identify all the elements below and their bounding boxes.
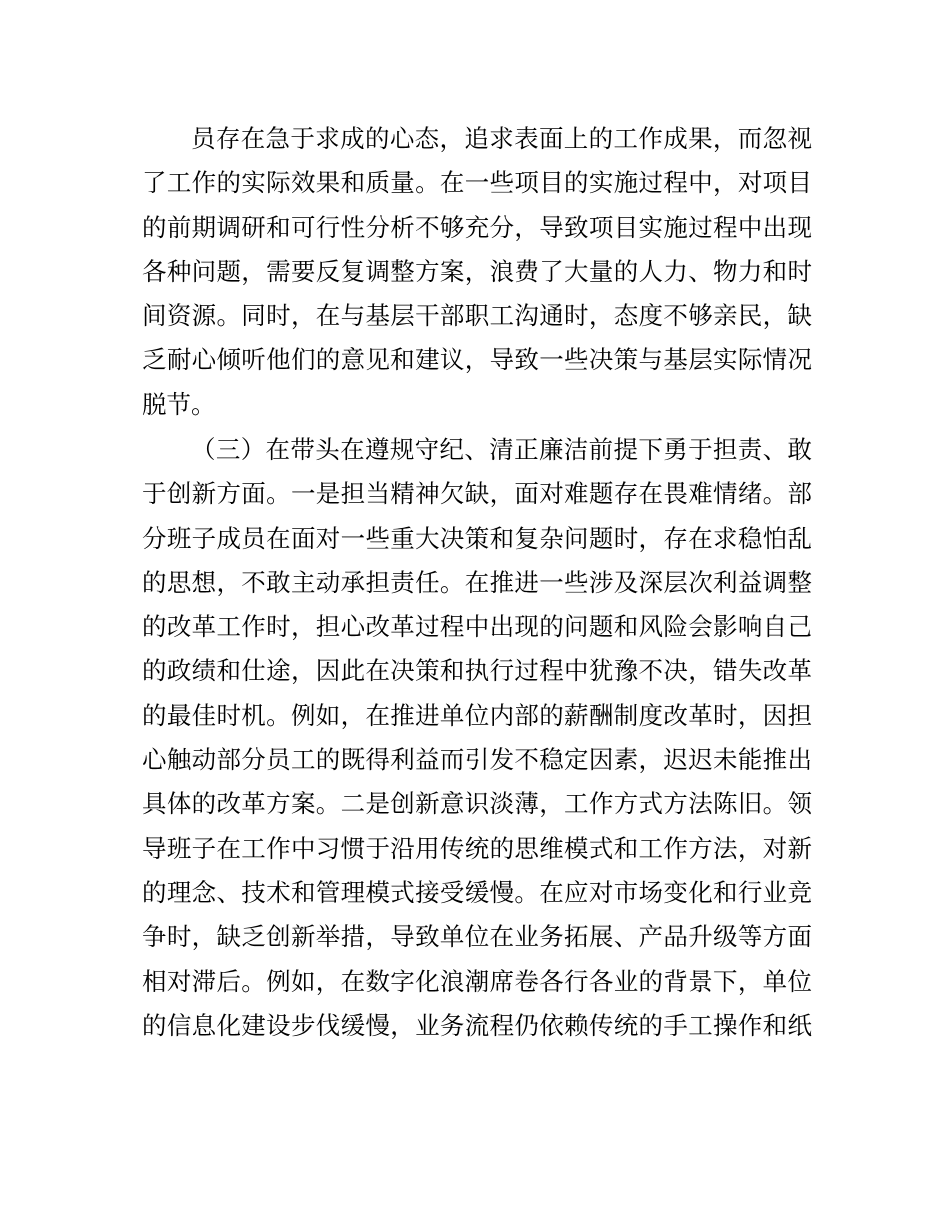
paragraph-line: 的改革工作时，担心改革过程中出现的问题和风险会影响自己 [142,612,812,642]
paragraph-line: 员存在急于求成的心态，追求表面上的工作成果，而忽视 [191,124,812,153]
paragraph-line: 的前期调研和可行性分析不够充分，导致项目实施过程中出现 [142,212,812,242]
paragraph-line: 的思想，不敢主动承担责任。在推进一些涉及深层次利益调整 [142,567,812,597]
paragraph-line: 分班子成员在面对一些重大决策和复杂问题时，存在求稳怕乱 [142,523,812,553]
paragraph-line: 间资源。同时，在与基层干部职工沟通时，态度不够亲民，缺 [142,301,812,331]
paragraph-line: 脱节。 [142,389,216,419]
paragraph-line: 于创新方面。一是担当精神欠缺，面对难题存在畏难情绪。部 [142,479,812,509]
paragraph-line: 相对滞后。例如，在数字化浪潮席卷各行各业的背景下，单位 [142,966,812,996]
paragraph-line: 乏耐心倾听他们的意见和建议，导致一些决策与基层实际情况 [142,345,812,375]
paragraph-line: 导班子在工作中习惯于沿用传统的思维模式和工作方法，对新 [142,833,812,863]
paragraph-line: 具体的改革方案。二是创新意识淡薄，工作方式方法陈旧。领 [142,789,812,819]
paragraph-line: 的最佳时机。例如，在推进单位内部的薪酬制度改革时，因担 [142,700,812,730]
paragraph-line: （三）在带头在遵规守纪、清正廉洁前提下勇于担责、敢 [191,435,812,464]
paragraph-line: 的理念、技术和管理模式接受缓慢。在应对市场变化和行业竞 [142,877,812,907]
paragraph-2 [142,428,812,1048]
paragraph-line: 各种问题，需要反复调整方案，浪费了大量的人力、物力和时 [142,256,812,286]
paragraph-line: 争时，缺乏创新举措，导致单位在业务拓展、产品升级等方面 [142,922,812,952]
paragraph-1 [142,117,812,427]
paragraph-line: 的政绩和仕途，因此在决策和执行过程中犹豫不决，错失改革 [142,656,812,686]
paragraph-line: 的信息化建设步伐缓慢，业务流程仍依赖传统的手工操作和纸 [142,1010,812,1040]
paragraph-line: 心触动部分员工的既得利益而引发不稳定因素，迟迟未能推出 [142,745,812,775]
paragraph-line: 了工作的实际效果和质量。在一些项目的实施过程中，对项目 [142,168,812,198]
